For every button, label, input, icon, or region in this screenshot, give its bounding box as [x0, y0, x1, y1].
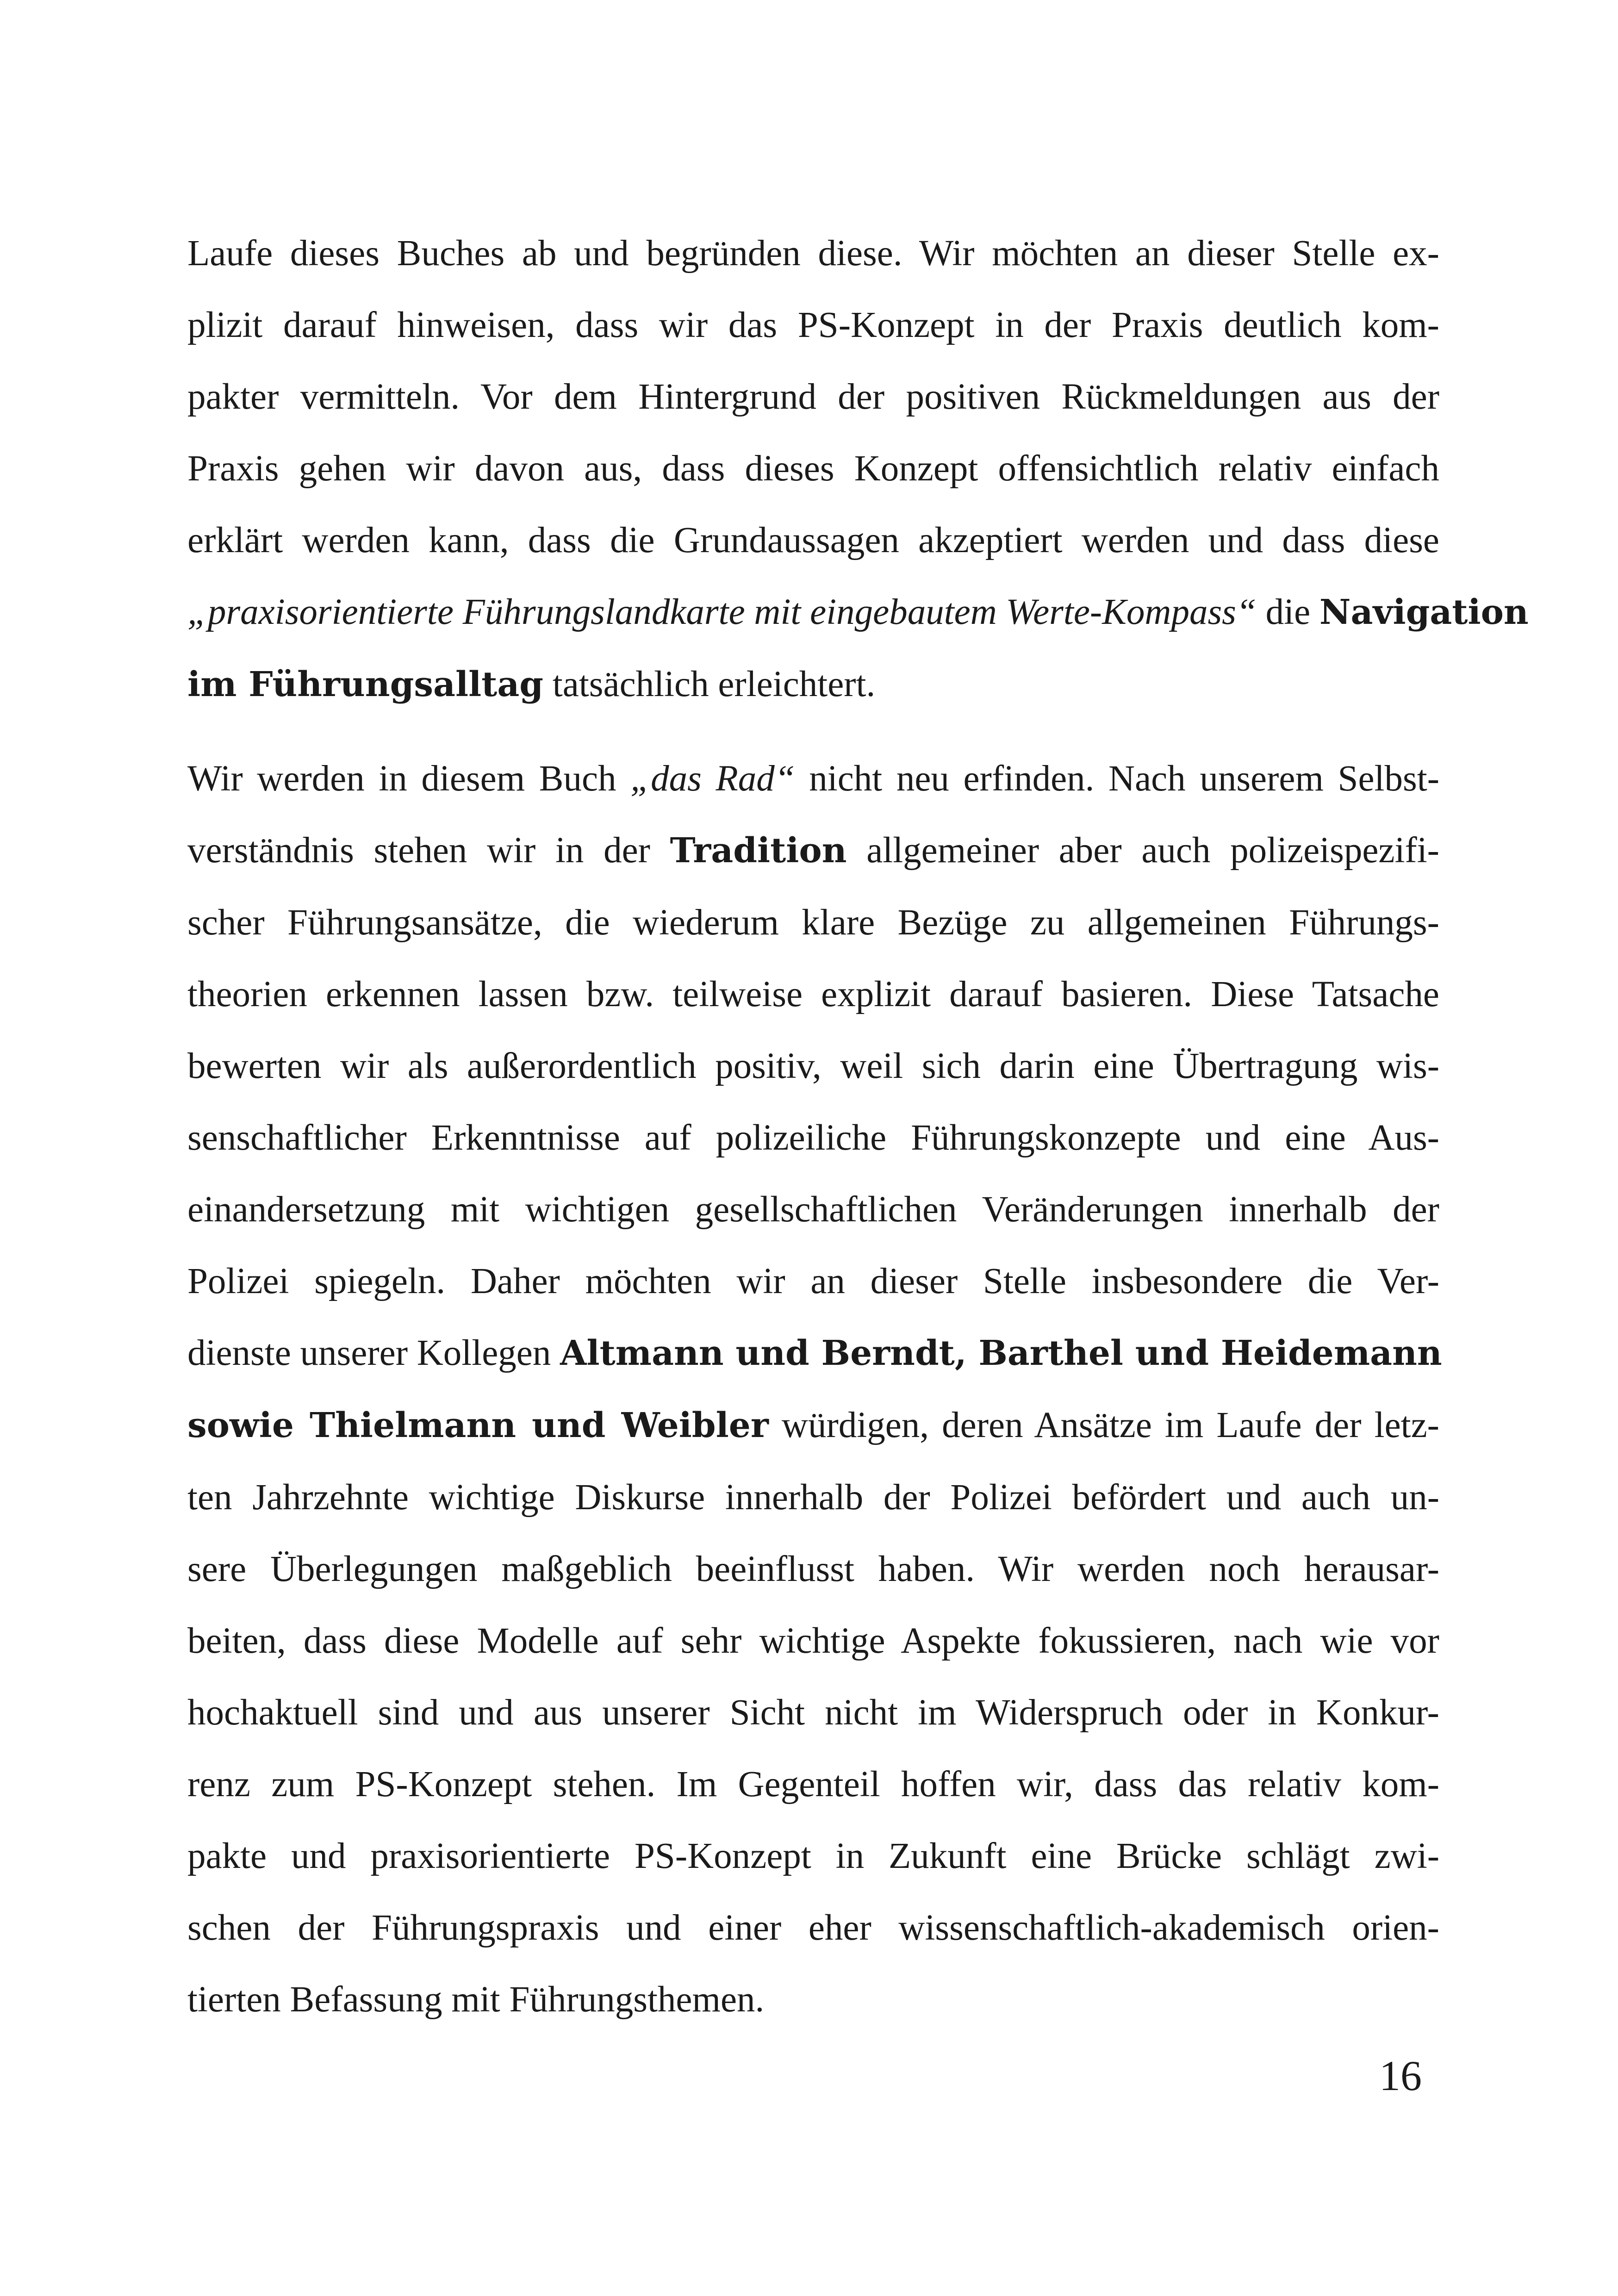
- text-span: würdigen, deren Ansätze im Laufe der letz-: [768, 1405, 1439, 1445]
- text-line: theorien erkennen lassen bzw. teilweise explizit darauf basieren. Diese Tatsache: [187, 974, 1439, 1014]
- text-line: [187, 815, 1439, 887]
- text-line: Laufe dieses Buches ab und begründen diese. Wir möchten an dieser Stelle ex-: [187, 233, 1439, 274]
- italic-quote: „das Rad“: [630, 759, 795, 799]
- text-span: allgemeiner aber auch polizeispezifi-: [846, 830, 1439, 871]
- text-span: tatsächlich erleichtert.: [543, 664, 876, 704]
- text-line: renz zum PS-Konzept stehen. Im Gegenteil hoffen wir, dass das relativ kom-: [187, 1764, 1439, 1804]
- text-line: [187, 1317, 1442, 1389]
- text-line: einandersetzung mit wichtigen gesellschaftlichen Veränderungen innerhalb der: [187, 1189, 1439, 1230]
- text-line: sere Überlegungen maßgeblich beeinflusst haben. Wir werden noch herausar-: [187, 1549, 1439, 1589]
- text-span: die: [1256, 592, 1319, 632]
- text-line: scher Führungsansätze, die wiederum klare Bezüge zu allgemeinen Führungs-: [187, 902, 1439, 943]
- text-line: [187, 1389, 1439, 1462]
- text-span: verständnis stehen wir in der: [187, 830, 670, 871]
- text-line: hochaktuell sind und aus unserer Sicht nicht im Widerspruch oder in Konkur-: [187, 1692, 1439, 1733]
- text-span: nicht neu erfinden. Nach unserem Selbst-: [795, 759, 1439, 799]
- text-line: tierten Befassung mit Führungsthemen.: [187, 1979, 765, 2020]
- italic-quote: „praxisorientierte Führungslandkarte mit eingebautem Werte-Kompass“: [187, 592, 1257, 632]
- text-line: pakte und praxisorientierte PS-Konzept in Zukunft eine Brücke schlägt zwi-: [187, 1836, 1439, 1876]
- body-text: [187, 218, 1529, 2035]
- bold-term: im Führungsalltag: [187, 665, 544, 704]
- paragraph-2: [187, 743, 1442, 2035]
- bold-names: Altmann und Berndt, Barthel und Heidemann: [560, 1333, 1442, 1373]
- text-line: senschaftlicher Erkenntnisse auf polizeiliche Führungskonzepte und eine Aus-: [187, 1118, 1439, 1158]
- page-number: 16: [1379, 2052, 1422, 2099]
- bold-term: Tradition: [670, 831, 847, 871]
- text-line: [187, 576, 1529, 648]
- text-line: pakter vermitteln. Vor dem Hintergrund der positiven Rückmeldungen aus der: [187, 377, 1439, 417]
- text-span: Wir werden in diesem Buch: [187, 759, 631, 799]
- paragraph-1: [187, 218, 1529, 721]
- text-line: Polizei spiegeln. Daher möchten wir an dieser Stelle insbesondere die Ver-: [187, 1261, 1439, 1301]
- text-line: plizit darauf hinweisen, dass wir das PS-Konzept in der Praxis deutlich kom-: [187, 305, 1439, 345]
- text-line: schen der Führungspraxis und einer eher wissenschaftlich-akademisch orien-: [187, 1908, 1439, 1948]
- bold-names: sowie Thielmann und Weibler: [187, 1406, 769, 1445]
- text-line: erklärt werden kann, dass die Grundaussagen akzeptiert werden und dass diese: [187, 520, 1439, 560]
- text-line: ten Jahrzehnte wichtige Diskurse innerhalb der Polizei befördert und auch un-: [187, 1477, 1439, 1518]
- text-span: dienste unserer Kollegen: [187, 1333, 560, 1373]
- text-line: [187, 743, 1439, 815]
- bold-term: Navigation: [1319, 592, 1529, 632]
- text-line: beiten, dass diese Modelle auf sehr wichtige Aspekte fokussieren, nach wie vor: [187, 1621, 1439, 1661]
- text-line: Praxis gehen wir davon aus, dass dieses Konzept offensichtlich relativ einfach: [187, 448, 1439, 489]
- text-line: [187, 648, 1439, 721]
- text-line: bewerten wir als außerordentlich positiv, weil sich darin eine Übertragung wis-: [187, 1046, 1439, 1086]
